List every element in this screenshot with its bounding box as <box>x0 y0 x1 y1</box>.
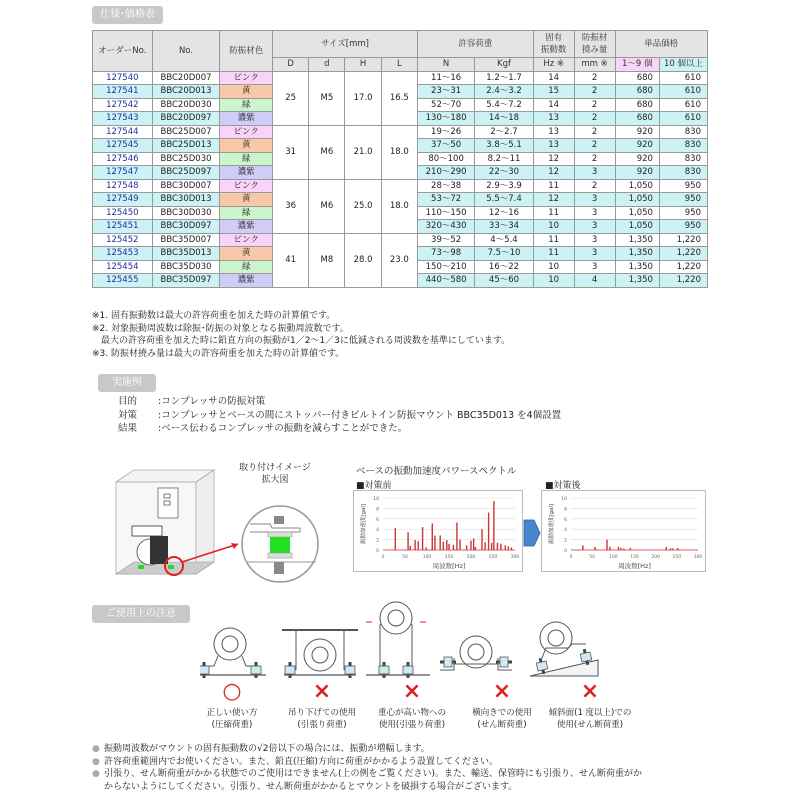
natural-freq: 13 <box>533 112 574 126</box>
deflection: 3 <box>574 220 615 234</box>
table-row <box>93 179 708 193</box>
col-mm: mm ※ <box>574 58 615 72</box>
incorrect-mark-icon: × <box>402 679 422 704</box>
natural-freq: 12 <box>533 193 574 207</box>
caution-item: ● 引張り、せん断荷重がかかる状態でのご使用はできません(上の例をご覧ください)。また、輸送、保管時にも引張り、せん断荷重がか <box>92 769 643 780</box>
x-axis-label: 周波数[Hz] <box>432 562 466 570</box>
load-kgf: 3.8～5.1 <box>475 139 533 153</box>
notes <box>92 310 510 360</box>
load-n: 19～26 <box>417 125 474 139</box>
y-tick-label: 6 <box>564 517 567 523</box>
part-no: BBC35D007 <box>152 233 220 247</box>
size-d: M5 <box>309 71 345 125</box>
usage-sideways-diagram <box>440 636 512 670</box>
usage-correct-diagram <box>200 628 266 678</box>
size-H: 21.0 <box>345 125 381 179</box>
price-10-plus: 610 <box>659 71 707 85</box>
size-L: 18.0 <box>381 179 417 233</box>
natural-freq: 13 <box>533 139 574 153</box>
natural-freq: 11 <box>533 179 574 193</box>
note-2: ※2. 対象振動周波数は除振･防振の対象となる振動周波数です。 <box>92 323 349 334</box>
load-n: 80～100 <box>417 152 474 166</box>
load-n: 23～31 <box>417 85 474 99</box>
deflection: 3 <box>574 260 615 274</box>
col-order-no: オーダーNo. <box>93 31 153 72</box>
part-no: BBC35D030 <box>152 260 220 274</box>
caution-list <box>92 743 712 794</box>
material-color: ピンク <box>220 233 273 247</box>
y-tick-label: 2 <box>564 538 567 544</box>
deflection: 2 <box>574 85 615 99</box>
size-H: 28.0 <box>345 233 381 287</box>
price-10-plus: 950 <box>659 193 707 207</box>
price-1-9: 680 <box>615 71 659 85</box>
natural-freq: 11 <box>533 233 574 247</box>
usage-caption: 重心が高い物への 使用(引張り荷重) <box>377 708 446 730</box>
example-measure: 対策 :コンプレッサとベースの間にストッパー付きビルトイン防振マウント BBC35D013 を4個設置 <box>118 409 562 421</box>
price-1-9: 1,050 <box>615 206 659 220</box>
note-2b: 最大の許容荷重を加えた時に鉛直方向の振動が1／2～1／3に低減される周波数を基準にしています。 <box>92 336 511 346</box>
load-kgf: 2～2.7 <box>475 125 533 139</box>
load-kgf: 33～34 <box>475 220 533 234</box>
order-no: 125453 <box>93 247 153 261</box>
x-tick-label: 100 <box>422 555 432 560</box>
price-10-plus: 830 <box>659 139 707 153</box>
col-defl: 防振材 撓み量 <box>574 31 615 58</box>
col-price-10: 10 個以上 <box>659 58 707 72</box>
caution-item: ● 振動周波数がマウントの固有振動数の√2倍以下の場合には、振動が増幅します。 <box>92 744 430 754</box>
deflection: 2 <box>574 125 615 139</box>
load-kgf: 16～22 <box>475 260 533 274</box>
incorrect-mark-icon: × <box>312 679 332 704</box>
chart-after-title: ■対策後 <box>545 481 581 491</box>
size-D: 36 <box>273 179 309 233</box>
part-no: BBC35D097 <box>152 274 220 288</box>
incorrect-mark-icon: × <box>580 679 600 704</box>
deflection: 3 <box>574 166 615 180</box>
y-tick-label: 0 <box>376 549 379 554</box>
size-L: 23.0 <box>381 233 417 287</box>
x-tick-label: 300 <box>510 555 520 560</box>
caution-item-cont: からないようにしてください。引張り、せん断荷重がかかるとマウントを破損する場合がございます。 <box>104 782 518 793</box>
note-3: ※3. 防振材撓み量は最大の許容荷重を加えた時の計算値です。 <box>92 348 345 359</box>
usage-caption: 吊り下げての使用 (引張り荷重) <box>287 708 356 730</box>
load-n: 52～70 <box>417 98 474 112</box>
y-tick-label: 4 <box>376 528 379 534</box>
col-color: 防振材色 <box>220 31 273 72</box>
y-tick-label: 10 <box>561 497 567 502</box>
x-tick-label: 50 <box>589 555 596 560</box>
deflection: 3 <box>574 206 615 220</box>
note-1: ※1. 固有振動数は最大の許容荷重を加えた時の計算値です。 <box>92 311 336 321</box>
load-kgf: 5.5～7.4 <box>475 193 533 207</box>
price-10-plus: 830 <box>659 166 707 180</box>
table-row <box>93 71 708 85</box>
y-axis-label: 振動加速度[gal] <box>361 503 367 545</box>
deflection: 2 <box>574 98 615 112</box>
price-1-9: 1,350 <box>615 233 659 247</box>
size-D: 31 <box>273 125 309 179</box>
deflection: 2 <box>574 139 615 153</box>
part-no: BBC25D013 <box>152 139 220 153</box>
price-1-9: 680 <box>615 98 659 112</box>
load-kgf: 2.4～3.2 <box>475 85 533 99</box>
incorrect-mark-icon: × <box>492 679 512 704</box>
y-axis-label: 振動加速度[gal] <box>549 503 555 545</box>
load-kgf: 7.5～10 <box>475 247 533 261</box>
deflection: 2 <box>574 179 615 193</box>
usage-caption: 傾斜面(1 度以上)での 使用(せん断荷重) <box>548 708 632 730</box>
natural-freq: 14 <box>533 71 574 85</box>
spectrum-title: ベースの振動加速度パワースペクトル <box>356 466 517 477</box>
install-image-title: 取り付けイメージ 拡大図 <box>239 463 311 485</box>
price-1-9: 1,050 <box>615 193 659 207</box>
x-tick-label: 250 <box>488 555 498 560</box>
material-color: 黄 <box>220 193 273 207</box>
x-tick-label: 200 <box>466 555 476 560</box>
usage-slope-diagram <box>530 622 598 676</box>
price-10-plus: 830 <box>659 125 707 139</box>
material-color: 濃紫 <box>220 274 273 288</box>
natural-freq: 10 <box>533 220 574 234</box>
bullet-icon: ● <box>92 769 100 780</box>
natural-freq: 11 <box>533 206 574 220</box>
order-no: 127549 <box>93 193 153 207</box>
col-N: N <box>417 58 474 72</box>
part-no: BBC30D097 <box>152 220 220 234</box>
part-no: BBC30D013 <box>152 193 220 207</box>
col-freq: 固有 振動数 <box>533 31 574 58</box>
price-10-plus: 950 <box>659 206 707 220</box>
price-10-plus: 830 <box>659 152 707 166</box>
size-d: M8 <box>309 233 345 287</box>
usage-high-cog-diagram <box>366 602 430 678</box>
before-after-arrow-icon <box>523 518 541 548</box>
deflection: 3 <box>574 193 615 207</box>
load-kgf: 14～18 <box>475 112 533 126</box>
deflection: 2 <box>574 152 615 166</box>
x-tick-label: 150 <box>630 555 639 560</box>
order-no: 127543 <box>93 112 153 126</box>
order-no: 127546 <box>93 152 153 166</box>
example-purpose: 目的 :コンプレッサの防振対策 <box>118 396 266 407</box>
usage-caption: 正しい使い方 (圧縮荷重) <box>206 708 258 730</box>
order-no: 125451 <box>93 220 153 234</box>
price-1-9: 1,350 <box>615 260 659 274</box>
order-no: 127541 <box>93 85 153 99</box>
x-tick-label: 50 <box>402 555 408 560</box>
col-hz: Hz ※ <box>533 58 574 72</box>
usage-diagrams <box>200 600 600 690</box>
col-d: d <box>309 58 345 72</box>
size-H: 17.0 <box>345 71 381 125</box>
part-no: BBC20D030 <box>152 98 220 112</box>
natural-freq: 10 <box>533 260 574 274</box>
material-color: 濃紫 <box>220 166 273 180</box>
col-no: No. <box>152 31 220 72</box>
material-color: 黄 <box>220 247 273 261</box>
price-1-9: 920 <box>615 166 659 180</box>
spec-price-table <box>92 30 708 288</box>
col-size: サイズ[mm] <box>273 31 418 58</box>
part-no: BBC25D030 <box>152 152 220 166</box>
load-kgf: 2.9～3.9 <box>475 179 533 193</box>
x-axis-label: 周波数[Hz] <box>618 562 651 570</box>
part-no: BBC20D007 <box>152 71 220 85</box>
size-D: 25 <box>273 71 309 125</box>
load-kgf: 5.4～7.2 <box>475 98 533 112</box>
natural-freq: 11 <box>533 247 574 261</box>
order-no: 125455 <box>93 274 153 288</box>
order-no: 125454 <box>93 260 153 274</box>
price-1-9: 680 <box>615 112 659 126</box>
col-price: 単品価格 <box>615 31 707 58</box>
y-tick-label: 8 <box>376 507 379 513</box>
example-result: 結果 :ベース伝わるコンプレッサの振動を減らすことができた。 <box>118 423 408 434</box>
part-no: BBC25D007 <box>152 125 220 139</box>
price-10-plus: 610 <box>659 98 707 112</box>
material-color: 緑 <box>220 98 273 112</box>
load-n: 320～430 <box>417 220 474 234</box>
material-color: 黄 <box>220 139 273 153</box>
y-tick-label: 0 <box>564 549 567 554</box>
order-no: 127542 <box>93 98 153 112</box>
size-L: 18.0 <box>381 125 417 179</box>
table-row <box>93 233 708 247</box>
price-10-plus: 1,220 <box>659 260 707 274</box>
col-price-1-9: 1～9 個 <box>615 58 659 72</box>
deflection: 3 <box>574 247 615 261</box>
x-tick-label: 300 <box>693 555 703 560</box>
natural-freq: 10 <box>533 274 574 288</box>
material-color: 緑 <box>220 206 273 220</box>
size-d: M6 <box>309 179 345 233</box>
order-no: 127548 <box>93 179 153 193</box>
material-color: 濃紫 <box>220 220 273 234</box>
part-no: BBC30D030 <box>152 206 220 220</box>
x-tick-label: 150 <box>444 555 454 560</box>
load-n: 37～50 <box>417 139 474 153</box>
y-tick-label: 8 <box>564 507 567 513</box>
x-tick-label: 250 <box>672 555 682 560</box>
bullet-icon: ● <box>92 756 100 767</box>
load-n: 11～16 <box>417 71 474 85</box>
deflection: 2 <box>574 112 615 126</box>
caution-item: ● 許容荷重範囲内でお使いください。また、鉛直(圧縮)方向に荷重がかかるよう設置してください。 <box>92 756 499 767</box>
price-1-9: 1,350 <box>615 274 659 288</box>
material-color: ピンク <box>220 71 273 85</box>
deflection: 4 <box>574 274 615 288</box>
price-10-plus: 1,220 <box>659 274 707 288</box>
chart-before-title: ■対策前 <box>356 481 392 491</box>
x-tick-label: 0 <box>381 555 385 560</box>
load-kgf: 8.2～11 <box>475 152 533 166</box>
load-n: 53～72 <box>417 193 474 207</box>
order-no: 125450 <box>93 206 153 220</box>
load-n: 150～210 <box>417 260 474 274</box>
material-color: 緑 <box>220 260 273 274</box>
usage-caption: 横向きでの使用 (せん断荷重) <box>472 708 532 730</box>
price-1-9: 1,050 <box>615 179 659 193</box>
col-Kgf: Kgf <box>475 58 533 72</box>
load-n: 28～38 <box>417 179 474 193</box>
price-10-plus: 610 <box>659 85 707 99</box>
load-n: 130～180 <box>417 112 474 126</box>
part-no: BBC20D013 <box>152 85 220 99</box>
y-tick-label: 6 <box>376 517 379 523</box>
usage-hanging-diagram <box>282 630 358 678</box>
natural-freq: 12 <box>533 166 574 180</box>
load-n: 210～290 <box>417 166 474 180</box>
natural-freq: 13 <box>533 125 574 139</box>
chart-after <box>541 490 706 572</box>
price-1-9: 920 <box>615 125 659 139</box>
load-kgf: 1.2～1.7 <box>475 71 533 85</box>
load-kgf: 45～60 <box>475 274 533 288</box>
price-1-9: 680 <box>615 85 659 99</box>
price-10-plus: 610 <box>659 112 707 126</box>
load-n: 39～52 <box>417 233 474 247</box>
chart-before <box>353 490 523 572</box>
col-L: L <box>381 58 417 72</box>
price-1-9: 1,350 <box>615 247 659 261</box>
size-H: 25.0 <box>345 179 381 233</box>
load-kgf: 12～16 <box>475 206 533 220</box>
load-n: 110～150 <box>417 206 474 220</box>
section-label-example: 実施例 <box>98 374 156 392</box>
order-no: 127540 <box>93 71 153 85</box>
price-10-plus: 1,220 <box>659 233 707 247</box>
y-tick-label: 2 <box>376 538 379 544</box>
price-10-plus: 950 <box>659 220 707 234</box>
order-no: 127545 <box>93 139 153 153</box>
price-1-9: 920 <box>615 139 659 153</box>
size-L: 16.5 <box>381 71 417 125</box>
x-tick-label: 100 <box>609 555 618 560</box>
material-color: 濃紫 <box>220 112 273 126</box>
magnified-mount-icon <box>242 506 318 582</box>
material-color: ピンク <box>220 125 273 139</box>
load-kgf: 4～5.4 <box>475 233 533 247</box>
size-d: M6 <box>309 125 345 179</box>
price-10-plus: 950 <box>659 179 707 193</box>
col-D: D <box>273 58 309 72</box>
natural-freq: 15 <box>533 85 574 99</box>
deflection: 3 <box>574 233 615 247</box>
natural-freq: 12 <box>533 152 574 166</box>
load-kgf: 22～30 <box>475 166 533 180</box>
section-label-spec: 仕様･価格表 <box>92 6 163 24</box>
deflection: 2 <box>574 71 615 85</box>
part-no: BBC35D013 <box>152 247 220 261</box>
cabinet-icon <box>116 470 214 575</box>
price-1-9: 1,050 <box>615 220 659 234</box>
col-H: H <box>345 58 381 72</box>
x-tick-label: 0 <box>569 555 573 560</box>
order-no: 127547 <box>93 166 153 180</box>
part-no: BBC30D007 <box>152 179 220 193</box>
order-no: 125452 <box>93 233 153 247</box>
price-10-plus: 1,220 <box>659 247 707 261</box>
x-tick-label: 200 <box>651 555 660 560</box>
example-block <box>118 395 561 436</box>
load-n: 73～98 <box>417 247 474 261</box>
natural-freq: 14 <box>533 98 574 112</box>
y-tick-label: 4 <box>564 528 567 534</box>
correct-mark-icon: ○ <box>222 679 242 704</box>
col-load: 許容荷重 <box>417 31 533 58</box>
material-color: 緑 <box>220 152 273 166</box>
order-no: 127544 <box>93 125 153 139</box>
material-color: ピンク <box>220 179 273 193</box>
section-label-caution: ご使用上の注意 <box>92 605 190 623</box>
y-tick-label: 10 <box>373 497 379 502</box>
load-n: 440～580 <box>417 274 474 288</box>
price-1-9: 920 <box>615 152 659 166</box>
material-color: 黄 <box>220 85 273 99</box>
table-row <box>93 125 708 139</box>
part-no: BBC20D097 <box>152 112 220 126</box>
part-no: BBC25D097 <box>152 166 220 180</box>
bullet-icon: ● <box>92 744 100 754</box>
size-D: 41 <box>273 233 309 287</box>
